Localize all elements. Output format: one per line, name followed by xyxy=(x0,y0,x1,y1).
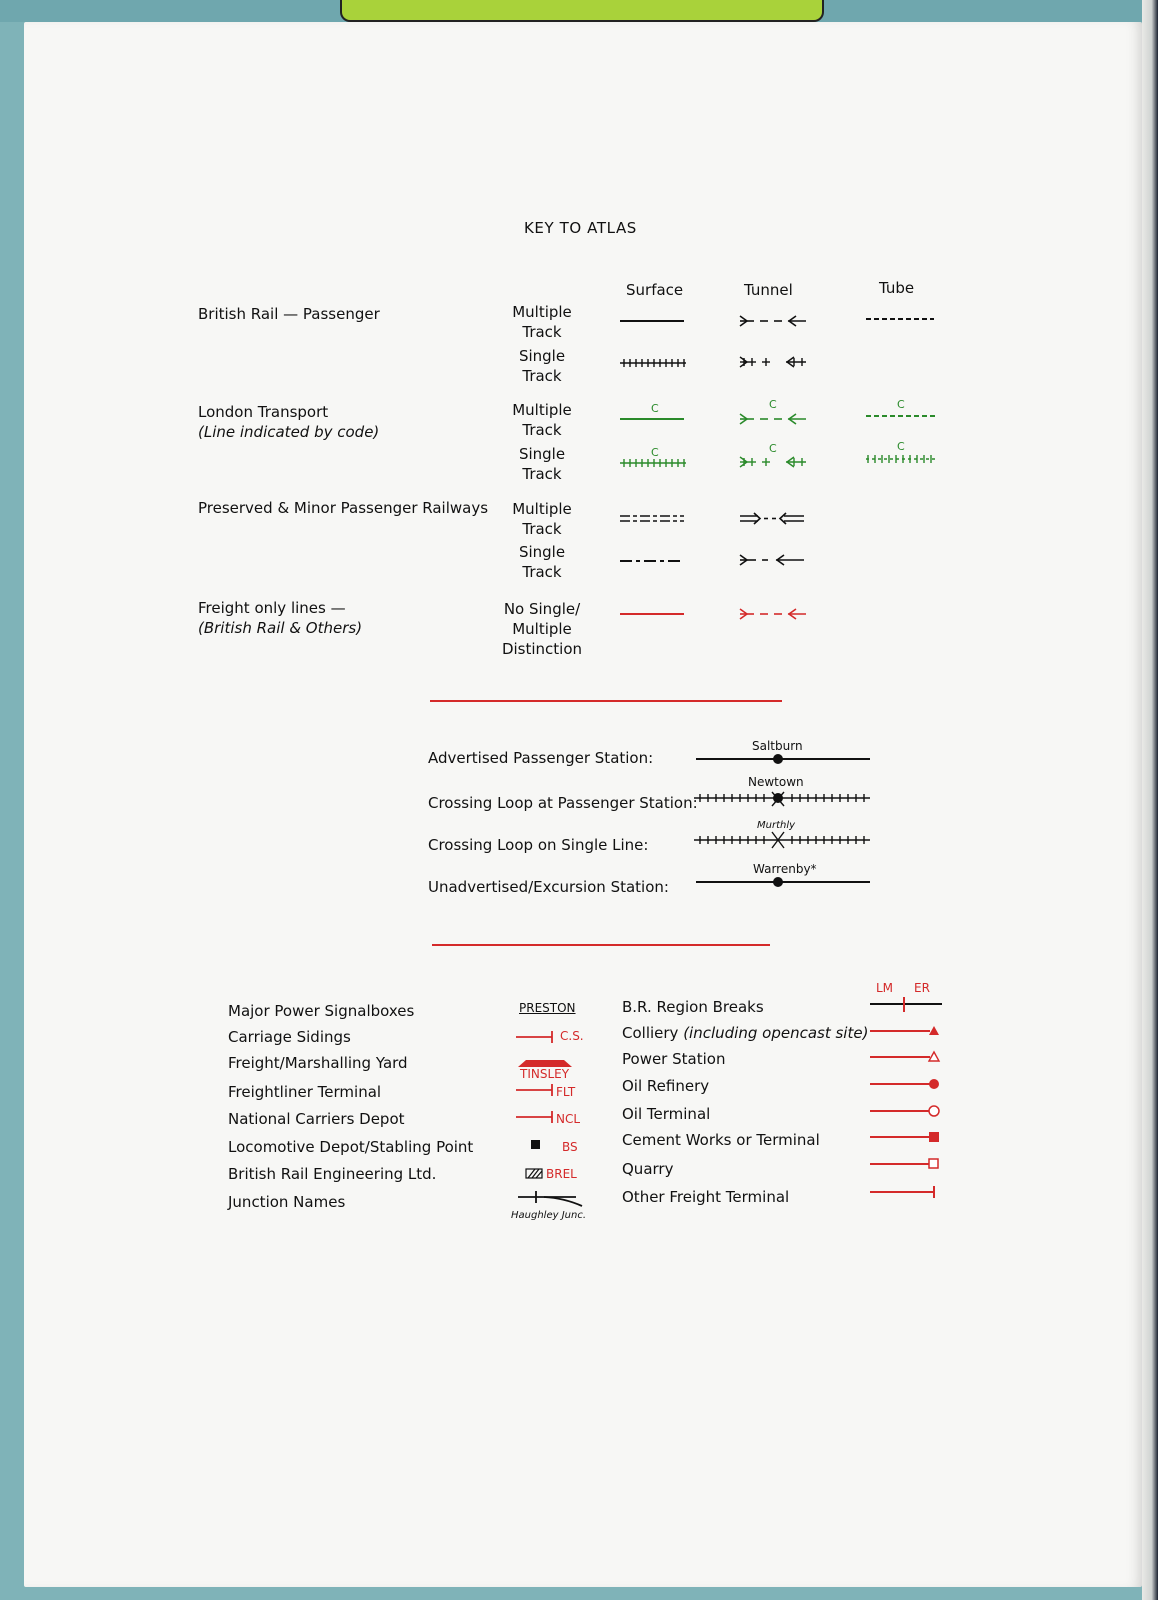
oil-terminal-symbol xyxy=(870,1106,939,1116)
page-title: KEY TO ATLAS xyxy=(524,219,637,237)
feature-label: Major Power Signalboxes xyxy=(228,1002,415,1020)
track-label: No Single/ Multiple Distinction xyxy=(501,600,583,658)
crossing-loop-station-symbol xyxy=(694,792,870,806)
section-divider xyxy=(430,700,782,702)
feature-label: Locomotive Depot/Stabling Point xyxy=(228,1138,474,1156)
yard-code: TINSLEY xyxy=(520,1067,570,1081)
station-example-name: Murthly xyxy=(757,820,796,831)
region-code-left: LM xyxy=(876,981,894,995)
track-label: Multiple Track xyxy=(512,303,572,341)
right-feature-symbols xyxy=(624,982,954,1212)
freight-tunnel xyxy=(740,609,806,619)
track-label: Multiple Track xyxy=(512,500,572,538)
preserved-multiple-tunnel xyxy=(740,513,804,524)
oil-refinery-symbol xyxy=(870,1079,939,1089)
feature-label: B.R. Region Breaks xyxy=(622,998,764,1016)
track-label: Single Track xyxy=(518,543,566,581)
line-type-sublabel: (Line indicated by code) xyxy=(198,423,380,441)
colliery-symbol xyxy=(870,1026,939,1035)
column-surface: Surface xyxy=(626,281,684,299)
junction-symbol xyxy=(518,1191,582,1206)
feature-label: Freight/Marshalling Yard xyxy=(228,1054,408,1072)
cover-green-tab xyxy=(340,0,824,22)
station-label: Unadvertised/Excursion Station: xyxy=(428,878,669,896)
page-spine-edge xyxy=(1142,0,1158,1600)
loco-depot-symbol xyxy=(531,1140,540,1149)
station-example-name: Newtown xyxy=(748,775,804,789)
line-type-label: British Rail — Passenger xyxy=(198,305,380,323)
feature-label: Quarry xyxy=(622,1160,674,1178)
column-tunnel: Tunnel xyxy=(744,281,793,299)
lt-single-tube xyxy=(866,455,936,463)
feature-label: Oil Refinery xyxy=(622,1077,710,1095)
br-single-surface xyxy=(620,359,686,367)
station-label: Crossing Loop on Single Line: xyxy=(428,836,649,854)
lt-code-label: C xyxy=(769,398,777,411)
column-tube: Tube xyxy=(879,279,915,297)
feature-label: Power Station xyxy=(622,1050,726,1068)
station-example-name: Warrenby* xyxy=(753,862,817,876)
lt-single-surface xyxy=(620,459,686,467)
quarry-symbol xyxy=(870,1159,938,1168)
advertised-station-symbol xyxy=(696,754,870,764)
atlas-key-page xyxy=(24,22,1142,1587)
feature-label: Other Freight Terminal xyxy=(622,1188,790,1206)
carriage-sidings-symbol xyxy=(516,1031,552,1043)
track-label: Multiple Track xyxy=(512,401,572,439)
station-label: Advertised Passenger Station: xyxy=(428,749,654,767)
other-freight-symbol xyxy=(870,1186,934,1198)
carriers-depot-symbol xyxy=(516,1111,552,1123)
unadvertised-station-symbol xyxy=(696,877,870,887)
region-break-symbol xyxy=(870,997,942,1012)
station-label: Crossing Loop at Passenger Station: xyxy=(428,794,698,812)
track-label: Single Track xyxy=(518,347,566,385)
station-example-name: Saltburn xyxy=(752,739,803,753)
br-single-tunnel xyxy=(740,357,806,367)
loco-depot-code: BS xyxy=(562,1140,578,1154)
crossing-loop-single-symbol xyxy=(694,832,870,848)
yard-symbol xyxy=(518,1060,572,1067)
brel-code: BREL xyxy=(546,1167,577,1181)
freightliner-symbol xyxy=(516,1084,552,1096)
preserved-multiple-surface xyxy=(620,516,684,521)
feature-label: Oil Terminal xyxy=(622,1105,711,1123)
station-symbols xyxy=(24,722,1142,922)
line-type-label: London Transport xyxy=(198,403,329,421)
feature-label: Carriage Sidings xyxy=(228,1028,351,1046)
lt-code-label: C xyxy=(651,402,659,415)
section-divider xyxy=(432,944,770,946)
power-station-symbol xyxy=(870,1052,939,1061)
junction-code: Haughley Junc. xyxy=(511,1210,586,1221)
signalbox-code: PRESTON xyxy=(519,1001,576,1015)
feature-label: Freightliner Terminal xyxy=(228,1083,382,1101)
track-label: Single Track xyxy=(518,445,566,483)
feature-label: Junction Names xyxy=(228,1193,346,1211)
carriers-depot-code: NCL xyxy=(556,1112,581,1126)
br-multiple-tunnel xyxy=(740,316,806,326)
line-symbols xyxy=(24,22,1142,722)
feature-label: Colliery (including opencast site) xyxy=(622,1024,869,1042)
lt-single-tunnel xyxy=(740,457,806,467)
feature-label: Cement Works or Terminal xyxy=(622,1131,820,1149)
lt-code-label: C xyxy=(769,442,777,455)
lt-code-label: C xyxy=(897,440,905,453)
left-feature-symbols xyxy=(24,982,624,1222)
line-type-label: Freight only lines — xyxy=(198,599,346,617)
preserved-single-tunnel xyxy=(740,555,804,565)
lt-code-label: C xyxy=(897,398,905,411)
feature-label: British Rail Engineering Ltd. xyxy=(228,1165,437,1183)
lt-code-label: C xyxy=(651,446,659,459)
region-code-right: ER xyxy=(914,981,930,995)
line-type-sublabel: (British Rail & Others) xyxy=(198,619,363,637)
line-type-label: Preserved & Minor Passenger Railways xyxy=(198,499,489,517)
freightliner-code: FLT xyxy=(556,1085,576,1099)
brel-symbol xyxy=(526,1169,542,1178)
lt-multiple-tunnel xyxy=(740,414,806,424)
feature-label: National Carriers Depot xyxy=(228,1110,405,1128)
cement-works-symbol xyxy=(870,1132,939,1142)
carriage-sidings-code: C.S. xyxy=(560,1029,584,1043)
